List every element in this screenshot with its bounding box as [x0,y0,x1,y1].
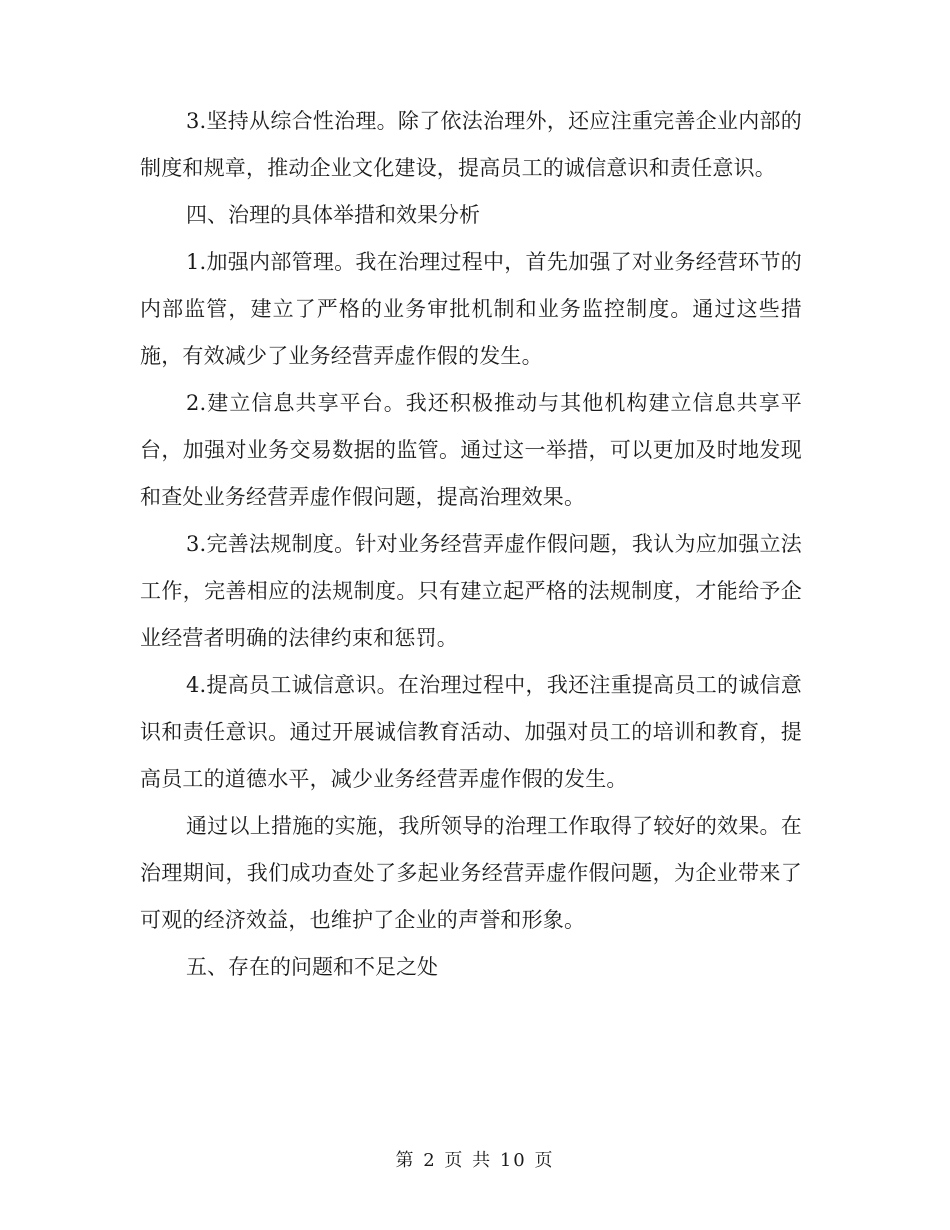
page-number-footer: 第 2 页 共 10 页 [395,1150,555,1171]
paragraph-regulations: 3.完善法规制度。针对业务经营弄虚作假问题，我认为应加强立法工作，完善相应的法规制度。只有建立起严格的法规制度，才能给予企业经营者明确的法律约束和惩罚。 [140,532,802,650]
paragraph-comprehensive-governance: 3.坚持从综合性治理。除了依法治理外，还应注重完善企业内部的制度和规章，推动企业文化建设，提高员工的诚信意识和责任意识。 [140,109,802,180]
paragraph-results-summary: 通过以上措施的实施，我所领导的治理工作取得了较好的效果。在治理期间，我们成功查处了多起业务经营弄虚作假问题，为企业带来了可观的经济效益，也维护了企业的声誉和形象。 [140,814,802,932]
paragraph-info-sharing-platform: 2.建立信息共享平台。我还积极推动与其他机构建立信息共享平台，加强对业务交易数据的监管。通过这一举措，可以更加及时地发现和查处业务经营弄虚作假问题，提高治理效果。 [140,391,802,509]
paragraph-internal-management: 1.加强内部管理。我在治理过程中，首先加强了对业务经营环节的内部监管，建立了严格的业务审批机制和业务监控制度。通过这些措施，有效减少了业务经营弄虚作假的发生。 [140,250,802,368]
document-body [140,98,802,991]
section-heading-measures: 四、治理的具体举措和效果分析 [186,203,480,227]
section-heading-problems: 五、存在的问题和不足之处 [186,955,438,979]
paragraph-integrity-awareness: 4.提高员工诚信意识。在治理过程中，我还注重提高员工的诚信意识和责任意识。通过开展诚信教育活动、加强对员工的培训和教育，提高员工的道德水平，减少业务经营弄虚作假的发生。 [140,673,802,791]
